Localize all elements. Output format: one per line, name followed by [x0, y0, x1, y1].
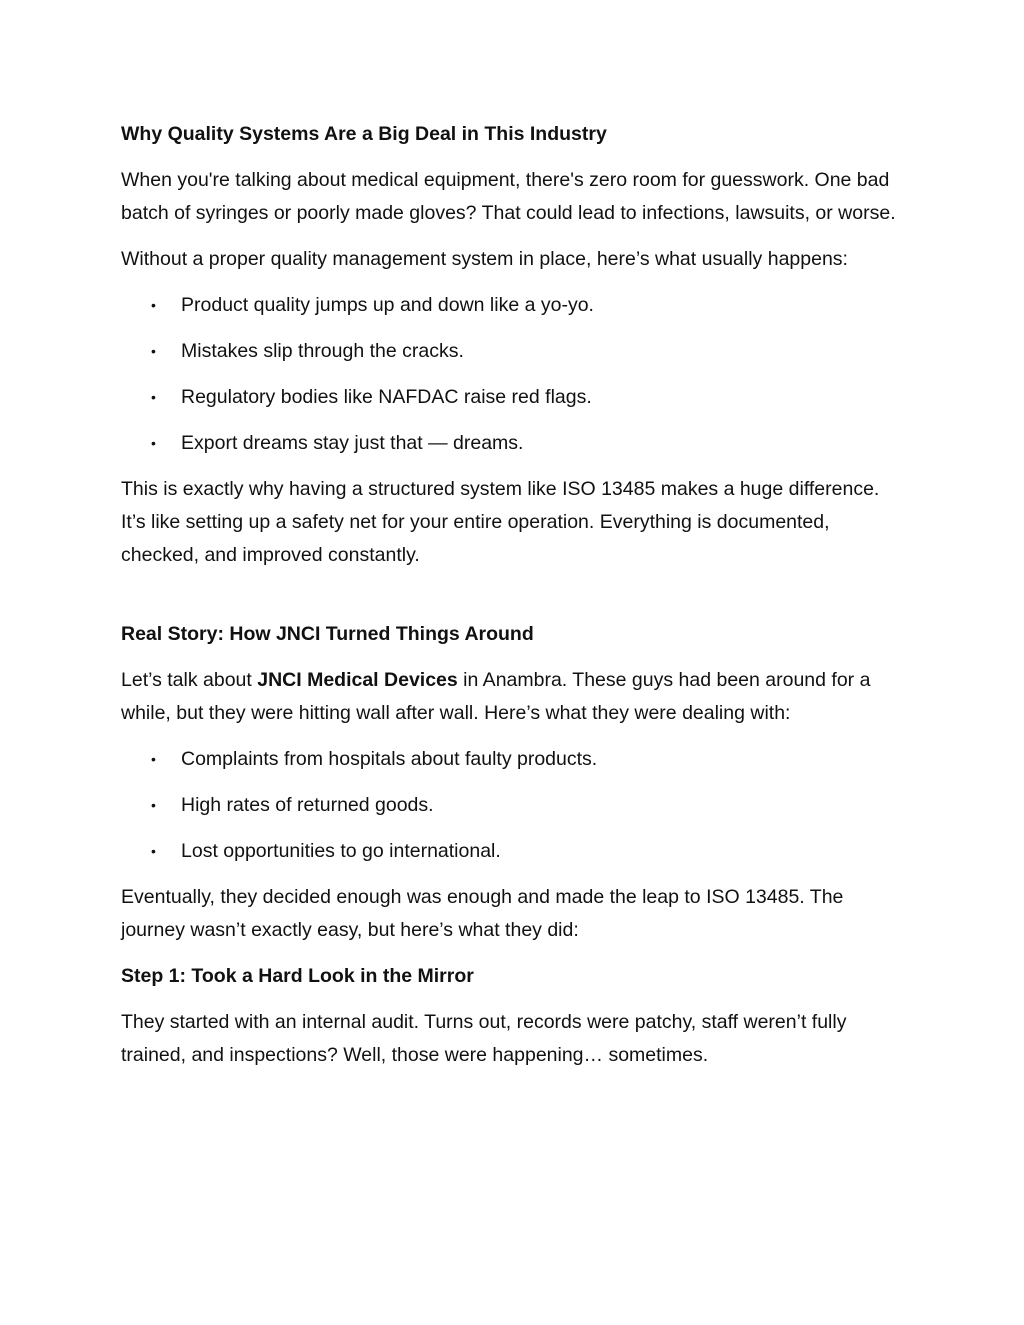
- list-item-text: Product quality jumps up and down like a yo-yo.: [181, 294, 594, 316]
- spacer: [121, 585, 901, 618]
- bullet-list-problems: [121, 743, 901, 868]
- section-heading-real-story: Real Story: How JNCI Turned Things Around: [121, 623, 534, 645]
- text-run: Let’s talk about: [121, 669, 258, 691]
- list-item: [121, 335, 901, 368]
- bullet-icon: •: [151, 751, 156, 767]
- list-item-text: Regulatory bodies like NAFDAC raise red flags.: [181, 386, 592, 408]
- company-name: JNCI Medical Devices: [257, 669, 458, 691]
- list-item: [121, 381, 901, 414]
- list-item: [121, 835, 901, 868]
- step-heading-1: Step 1: Took a Hard Look in the Mirror: [121, 965, 474, 987]
- list-item: [121, 743, 901, 776]
- paragraph-iso-13485: This is exactly why having a structured system like ISO 13485 makes a huge difference. It’s like setting up a safety net for your entire operation. Everything is documented, checked, and improved constantly.: [121, 478, 880, 566]
- bullet-icon: •: [151, 797, 156, 813]
- text-run: in Anambra. These guys had been around for a while, but they were hitting wall after wall. Here’s what they were dealing with:: [121, 669, 871, 724]
- paragraph-without-qms: Without a proper quality management system in place, here’s what usually happens:: [121, 248, 848, 270]
- list-item-text: Complaints from hospitals about faulty products.: [181, 748, 598, 770]
- section-heading-quality-systems: Why Quality Systems Are a Big Deal in This Industry: [121, 123, 607, 145]
- list-item: [121, 789, 901, 822]
- paragraph-medical-equipment: When you're talking about medical equipment, there's zero room for guesswork. One bad batch of syringes or poorly made gloves? That could lead to infections, lawsuits, or worse.: [121, 169, 896, 224]
- list-item-text: Lost opportunities to go international.: [181, 840, 501, 862]
- bullet-icon: •: [151, 435, 156, 451]
- list-item-text: High rates of returned goods.: [181, 794, 434, 816]
- paragraph-leap-to-iso: Eventually, they decided enough was enough and made the leap to ISO 13485. The journey wasn’t exactly easy, but here’s what they did:: [121, 886, 844, 941]
- paragraph-jnci-intro: [121, 664, 901, 730]
- list-item-text: Export dreams stay just that — dreams.: [181, 432, 524, 454]
- bullet-list-consequences: [121, 289, 901, 460]
- bullet-icon: •: [151, 843, 156, 859]
- paragraph-internal-audit: They started with an internal audit. Turns out, records were patchy, staff weren’t fully trained, and inspections? Well, those were happening… sometimes.: [121, 1011, 847, 1066]
- list-item-text: Mistakes slip through the cracks.: [181, 340, 464, 362]
- bullet-icon: •: [151, 389, 156, 405]
- bullet-icon: •: [151, 343, 156, 359]
- list-item: [121, 289, 901, 322]
- list-item: [121, 427, 901, 460]
- document-page: [121, 118, 901, 1085]
- bullet-icon: •: [151, 297, 156, 313]
